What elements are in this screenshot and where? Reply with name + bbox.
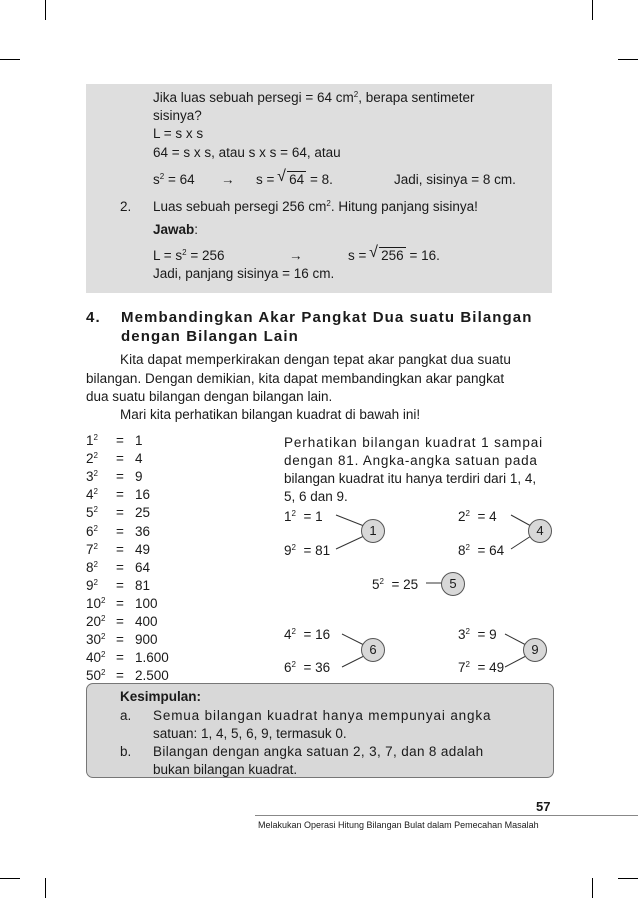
base: 20 — [86, 614, 102, 629]
exponent: 2 — [291, 660, 296, 669]
base: 4 — [284, 627, 292, 642]
square-value: = 49 — [477, 660, 505, 675]
base: 8 — [86, 559, 94, 575]
base: 4 — [86, 487, 94, 503]
explanation-line-3: bilangan kuadrat itu hanya terdiri dari 1, 4, — [284, 471, 537, 486]
square-value: = 64 — [477, 543, 505, 558]
exponent: 2 — [93, 433, 98, 442]
base: 8 — [458, 543, 466, 558]
base: 50 — [86, 668, 102, 684]
base: 10 — [86, 595, 102, 611]
square-value: = 25 — [391, 577, 419, 592]
square-value: 64 — [135, 559, 151, 575]
diagram-entry — [458, 543, 504, 558]
answer-text: = 16. — [409, 248, 440, 263]
example-line-2: sisinya? — [153, 108, 202, 123]
equals-sign: = — [116, 523, 124, 539]
square-value: 25 — [135, 505, 151, 521]
square-value: = 16 — [303, 627, 331, 642]
square-value: = 36 — [303, 660, 331, 675]
radicand: 256 — [381, 248, 404, 263]
square-value: = 1 — [303, 509, 323, 524]
connector-line — [505, 634, 526, 645]
kesimpulan-a-line-2: satuan: 1, 4, 5, 6, 9, termasuk 0. — [153, 726, 347, 741]
explanation-line-4: 5, 6 dan 9. — [284, 489, 348, 504]
example-text: = 64 — [164, 172, 195, 187]
base: 6 — [86, 523, 94, 539]
explanation-line-1: Perhatikan bilangan kuadrat 1 sampai — [284, 435, 544, 450]
paragraph-1-line-3: dua suatu bilangan dengan bilangan lain. — [86, 389, 333, 404]
exponent: 2 — [465, 509, 470, 518]
base: 6 — [284, 660, 292, 675]
equals-sign: = — [116, 433, 124, 448]
equals-sign: = — [116, 487, 124, 503]
exponent: 2 — [101, 614, 106, 623]
square-value: 9 — [135, 469, 143, 485]
running-title: Melakukan Operasi Hitung Bilangan Bulat dalam Pemecahan Masalah — [258, 820, 539, 830]
example-text: Jika luas sebuah persegi = 64 cm — [153, 90, 354, 105]
exponent: 2 — [93, 541, 98, 551]
exponent: 2 — [93, 505, 98, 515]
base: 7 — [458, 660, 466, 675]
answer-text: s = — [348, 248, 367, 263]
question-text: Luas sebuah persegi 256 cm — [153, 199, 327, 214]
superscript: 2 — [182, 248, 187, 257]
paragraph-1-line-1: Kita dapat memperkirakan dengan tepat akar pangkat dua suatu — [120, 352, 512, 367]
example-line-4: 64 = s x s, atau s x s = 64, atau — [153, 145, 341, 160]
answer-line-2: Jadi, panjang sisinya = 16 cm. — [153, 266, 335, 281]
exponent: 2 — [93, 523, 98, 533]
section-title-line-1: Membandingkan Akar Pangkat Dua suatu Bilangan — [121, 309, 533, 326]
equals-sign: = — [116, 451, 124, 467]
square-value: = 9 — [477, 627, 497, 642]
base: 5 — [372, 577, 380, 592]
diagram-entry — [458, 627, 497, 642]
example-text: , berapa sentimeter — [358, 90, 475, 105]
base: 2 — [86, 451, 94, 467]
kesimpulan-b-label: b. — [120, 744, 132, 759]
exponent: 2 — [291, 543, 296, 552]
equals-sign: = — [116, 505, 124, 521]
base: 3 — [86, 469, 94, 485]
example-text: s — [153, 172, 160, 187]
units-digit-circle: 5 — [441, 572, 465, 596]
equals-sign: = — [116, 541, 124, 557]
exponent: 2 — [93, 451, 98, 461]
paragraph-2: Mari kita perhatikan bilangan kuadrat di bawah ini! — [120, 407, 421, 422]
exponent: 2 — [93, 487, 98, 497]
equals-sign: = — [116, 668, 124, 684]
equals-sign: = — [116, 595, 124, 611]
question-text: . Hitung panjang sisinya! — [330, 199, 478, 214]
square-value: 16 — [135, 487, 151, 503]
example-text: = 8. — [309, 172, 333, 187]
exponent: 2 — [101, 632, 106, 642]
diagram-entry — [284, 627, 330, 642]
square-value: 4 — [135, 451, 143, 467]
superscript: 2 — [353, 90, 359, 99]
diagram-entry — [458, 509, 497, 524]
square-value: 36 — [135, 523, 151, 539]
base: 1 — [86, 433, 94, 448]
base: 40 — [86, 650, 102, 666]
exponent: 2 — [291, 627, 296, 636]
diagram-entry — [284, 660, 330, 675]
example-text: s = — [256, 172, 275, 187]
explanation-line-2: dengan 81. Angka-angka satuan pada — [284, 453, 538, 468]
equals-sign: = — [116, 577, 124, 593]
exponent: 2 — [101, 650, 106, 660]
square-value: 49 — [135, 541, 151, 557]
exponent: 2 — [465, 543, 470, 552]
equals-sign: = — [116, 614, 124, 629]
superscript: 2 — [159, 172, 165, 181]
diagram-entry — [284, 543, 330, 558]
exponent: 2 — [101, 595, 106, 605]
square-value: 400 — [135, 614, 158, 629]
section-number: 4. — [86, 309, 101, 326]
units-digit-circle: 9 — [523, 638, 547, 662]
equals-sign: = — [116, 559, 124, 575]
diagram-entry — [458, 660, 504, 675]
exponent: 2 — [101, 668, 106, 678]
kesimpulan-b-line-1: Bilangan dengan angka satuan 2, 3, 7, dan 8 adalah — [153, 744, 484, 759]
base: 3 — [458, 627, 466, 642]
exponent: 2 — [465, 660, 470, 669]
radicand: 64 — [289, 172, 305, 187]
kesimpulan-a-label: a. — [120, 708, 132, 723]
square-value: 2.500 — [135, 668, 169, 684]
square-value: 100 — [135, 595, 158, 611]
exponent: 2 — [465, 627, 470, 636]
exponent: 2 — [93, 469, 98, 479]
connector-line — [342, 634, 364, 645]
connector-line — [336, 536, 364, 549]
square-value: 1.600 — [135, 650, 169, 666]
answer-text: L = s — [153, 248, 183, 263]
equals-sign: = — [116, 650, 124, 666]
square-value: 1 — [135, 433, 143, 448]
base: 9 — [284, 543, 292, 558]
square-value: = 4 — [477, 509, 497, 524]
example-conclusion: Jadi, sisinya = 8 cm. — [394, 172, 516, 187]
diagram-entry — [372, 577, 418, 592]
connector-line — [342, 656, 364, 667]
base: 7 — [86, 541, 94, 557]
base: 30 — [86, 632, 102, 648]
equals-sign: = — [116, 469, 124, 485]
base: 2 — [458, 509, 466, 524]
arrow-icon: → — [221, 172, 235, 187]
kesimpulan-title: Kesimpulan: — [120, 689, 202, 704]
kesimpulan-b-line-2: bukan bilangan kuadrat. — [153, 762, 298, 777]
page-number: 57 — [536, 799, 551, 814]
exponent: 2 — [93, 577, 98, 587]
connector-line — [336, 515, 364, 526]
square-value: 81 — [135, 577, 151, 593]
exponent: 2 — [291, 509, 296, 518]
section-title-line-2: dengan Bilangan Lain — [121, 328, 299, 345]
paragraph-1-line-2: bilangan. Dengan demikian, kita dapat membandingkan akar pangkat — [86, 371, 505, 386]
question-2-number: 2. — [120, 199, 132, 214]
connector-line — [511, 515, 531, 526]
base: 9 — [86, 577, 94, 593]
jawab-colon: : — [194, 222, 199, 237]
jawab-word: Jawab — [153, 222, 195, 237]
connector-line — [511, 536, 531, 549]
exponent: 2 — [93, 559, 98, 569]
base: 1 — [284, 509, 292, 524]
units-digit-circle: 6 — [361, 638, 385, 662]
connector-line — [505, 656, 526, 667]
diagram-entry — [284, 509, 323, 524]
square-value: 900 — [135, 632, 158, 648]
exponent: 2 — [379, 577, 384, 586]
square-value: = 81 — [303, 543, 331, 558]
units-digit-circle: 1 — [361, 519, 385, 543]
kesimpulan-a-line-1: Semua bilangan kuadrat hanya mempunyai angka — [153, 708, 492, 723]
arrow-icon: → — [289, 248, 303, 263]
equals-sign: = — [116, 632, 124, 648]
base: 5 — [86, 505, 94, 521]
superscript: 2 — [326, 199, 331, 208]
answer-text: = 256 — [186, 248, 225, 263]
footer-rule — [255, 815, 638, 816]
units-digit-circle: 4 — [528, 519, 552, 543]
example-line-3: L = s x s — [153, 126, 204, 141]
